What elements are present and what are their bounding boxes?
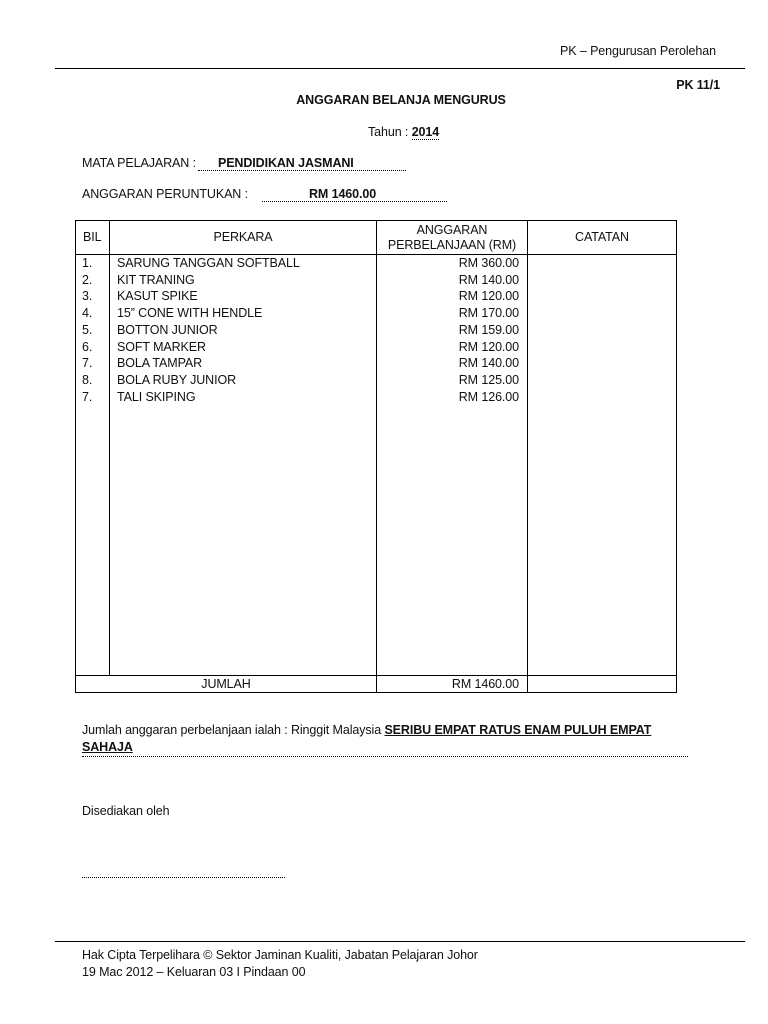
row-note <box>528 372 677 389</box>
table-total-row <box>76 676 677 693</box>
row-number: 8. <box>76 372 110 389</box>
table-row <box>76 305 677 322</box>
total-amount: RM 1460.00 <box>377 676 528 693</box>
row-item: BOLA TAMPAR <box>110 355 377 372</box>
row-item: KIT TRANING <box>110 272 377 289</box>
row-note <box>528 355 677 372</box>
footer-rule <box>55 941 745 942</box>
allocation-label: ANGGARAN PERUNTUKAN : <box>82 187 248 201</box>
budget-table <box>75 220 677 693</box>
row-number: 5. <box>76 322 110 339</box>
row-item: SARUNG TANGGAN SOFTBALL <box>110 255 377 272</box>
row-item: KASUT SPIKE <box>110 288 377 305</box>
row-number: 7. <box>76 355 110 372</box>
row-number: 7. <box>76 389 110 406</box>
row-amount: RM 126.00 <box>377 389 528 406</box>
row-note <box>528 288 677 305</box>
table-row <box>76 339 677 356</box>
row-amount: RM 140.00 <box>377 272 528 289</box>
footer-copyright: Hak Cipta Terpelihara © Sektor Jaminan Kualiti, Jabatan Pelajaran Johor <box>82 948 478 962</box>
header-rule <box>55 68 745 69</box>
prepared-by-label: Disediakan oleh <box>82 804 170 818</box>
row-amount: RM 120.00 <box>377 339 528 356</box>
row-number: 1. <box>76 255 110 272</box>
row-amount: RM 140.00 <box>377 355 528 372</box>
row-note <box>528 272 677 289</box>
amount-in-words-line1 <box>82 723 651 738</box>
year-line <box>368 125 439 140</box>
row-note <box>528 339 677 356</box>
page-title: ANGGARAN BELANJA MENGURUS <box>296 93 506 107</box>
signature-line <box>82 871 285 878</box>
row-number: 3. <box>76 288 110 305</box>
subject-label: MATA PELAJARAN : <box>82 156 196 170</box>
table-row <box>76 322 677 339</box>
table-header-row <box>76 221 677 255</box>
subject-value: PENDIDIKAN JASMANI <box>198 156 406 171</box>
row-amount: RM 125.00 <box>377 372 528 389</box>
col-header-bil: BIL <box>76 221 110 255</box>
table-row <box>76 372 677 389</box>
row-item: 15” CONE WITH HENDLE <box>110 305 377 322</box>
col-header-anggaran-line1: ANGGARAN <box>416 222 488 237</box>
row-item: TALI SKIPING <box>110 389 377 406</box>
col-header-catatan: CATATAN <box>528 221 677 255</box>
col-header-anggaran <box>377 221 528 255</box>
row-item: BOLA RUBY JUNIOR <box>110 372 377 389</box>
row-amount: RM 170.00 <box>377 305 528 322</box>
row-amount: RM 120.00 <box>377 288 528 305</box>
total-note <box>528 676 677 693</box>
table-row <box>76 255 677 272</box>
row-item: BOTTON JUNIOR <box>110 322 377 339</box>
row-number: 6. <box>76 339 110 356</box>
year-value: 2014 <box>411 125 440 139</box>
amount-in-words-value: SERIBU EMPAT RATUS ENAM PULUH EMPAT <box>384 723 652 737</box>
col-header-perkara: PERKARA <box>110 221 377 255</box>
row-amount: RM 159.00 <box>377 322 528 339</box>
table-row <box>76 288 677 305</box>
amount-in-words-value-cont: SAHAJA <box>82 740 133 754</box>
year-label: Tahun : <box>368 125 409 139</box>
row-note <box>528 255 677 272</box>
row-number: 2. <box>76 272 110 289</box>
doc-series-header: PK – Pengurusan Perolehan <box>560 44 716 58</box>
table-row <box>76 355 677 372</box>
row-note <box>528 305 677 322</box>
allocation-line <box>82 187 447 202</box>
row-amount: RM 360.00 <box>377 255 528 272</box>
amount-in-words-label: Jumlah anggaran perbelanjaan ialah : Ringgit Malaysia <box>82 723 382 737</box>
row-item: SOFT MARKER <box>110 339 377 356</box>
total-label: JUMLAH <box>76 676 377 693</box>
allocation-value: RM 1460.00 <box>262 187 447 202</box>
subject-line <box>82 156 406 171</box>
row-number: 4. <box>76 305 110 322</box>
form-code: PK 11/1 <box>676 78 720 92</box>
footer-revision: 19 Mac 2012 – Keluaran 03 I Pindaan 00 <box>82 965 306 979</box>
col-header-anggaran-line2: PERBELANJAAN (RM) <box>387 237 517 252</box>
table-row <box>76 389 677 406</box>
table-row <box>76 272 677 289</box>
table-empty-space <box>76 405 677 676</box>
row-note <box>528 322 677 339</box>
amount-in-words-line2 <box>82 740 688 757</box>
row-note <box>528 389 677 406</box>
